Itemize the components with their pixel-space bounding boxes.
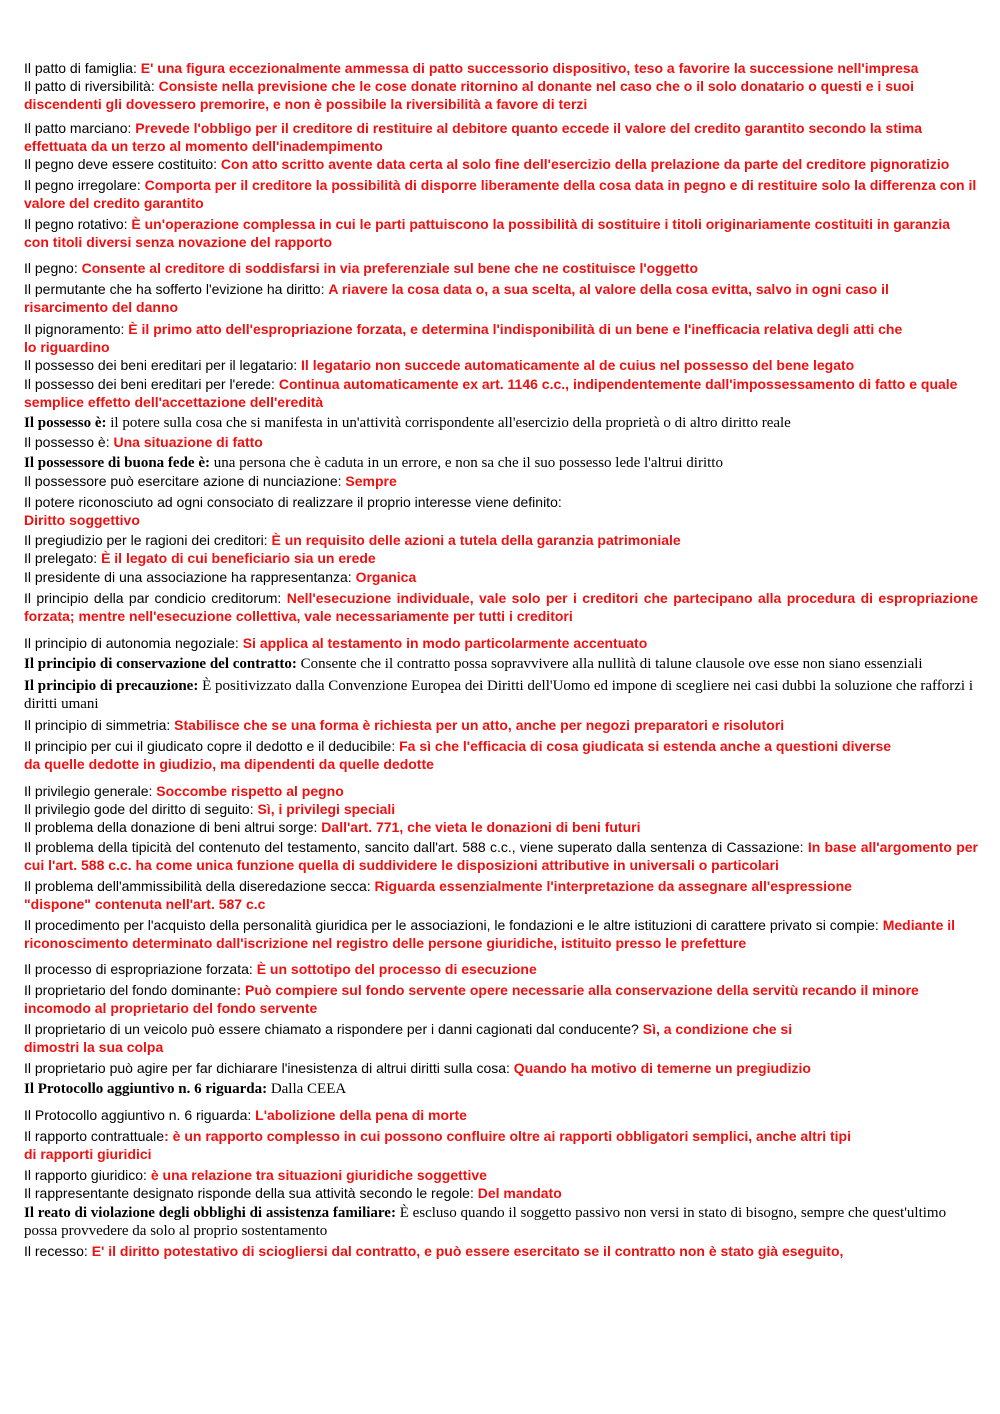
answer-text: Riguarda essenzialmente l'interpretazione da assegnare all'espressione "dispone" contenuta nell'art. 587 c.c — [24, 878, 852, 912]
answer-text: una persona che è caduta in un errore, e non sa che il suo possesso lede l'altrui diritto — [213, 455, 723, 471]
answer-text: È un sottotipo del processo di esecuzione — [256, 961, 537, 977]
qa-entry — [24, 59, 978, 77]
qa-entry — [24, 1166, 978, 1184]
qa-entry — [24, 414, 978, 432]
answer-text: Nell'esecuzione individuale, vale solo per i creditori che partecipano alla procedura di espropriazione forzata; mentre nell'esecuzione collettiva, vale necessariamente per tutti i creditori — [24, 590, 978, 624]
qa-entry — [24, 375, 978, 411]
question-text: Il Protocollo aggiuntivo n. 6 riguarda: — [24, 1107, 256, 1123]
qa-entry — [24, 1080, 978, 1098]
question-text: Il principio di simmetria: — [24, 717, 175, 733]
answer-text: Sì, i privilegi speciali — [257, 801, 396, 817]
qa-entry — [24, 677, 978, 713]
answer-text: : Può compiere sul fondo servente opere necessarie alla conservazione della servitù recando il minore incomodo al proprietario del fondo servente — [24, 982, 919, 1016]
qa-entry — [24, 818, 978, 836]
question-text: Il problema dell'ammissibilità della diseredazione secca: — [24, 878, 375, 894]
answer-text: Quando ha motivo di temerne un pregiudizio — [513, 1060, 811, 1076]
answer-text: È un'operazione complessa in cui le parti pattuiscono la possibilità di sostituire i titoli originariamente costituiti in garanzia con titoli diversi senza novazione del rapporto — [24, 216, 950, 250]
question-text: Il patto marciano: — [24, 120, 136, 136]
question-text: Il pegno: — [24, 260, 82, 276]
qa-entry — [24, 1204, 978, 1240]
qa-entry — [24, 1059, 824, 1077]
question-text: Il rappresentante designato risponde della sua attività secondo le regole: — [24, 1185, 478, 1201]
answer-text: È positivizzato dalla Convenzione Europea dei Diritti dell'Uomo ed impone di scegliere nei casi dubbi la soluzione che rafforzi i diritti umani — [24, 678, 974, 712]
question-text: Il possesso è: — [24, 415, 111, 431]
question-text: Il problema della donazione di beni altrui sorge: — [24, 819, 322, 835]
qa-entry — [24, 634, 978, 652]
qa-entry — [24, 320, 904, 356]
answer-text: A riavere la cosa data o, a sua scelta, al valore della cosa evitta, salvo in ogni caso il risarcimento del danno — [24, 281, 889, 315]
answer-text: È un requisito delle azioni a tutela della garanzia patrimoniale — [271, 532, 681, 548]
answer-text: Comporta per il creditore la possibilità di disporre liberamente della cosa data in pegno e di restituire solo la differenza con il valore del credito garantito — [24, 177, 977, 211]
answer-text: E' il diritto potestativo di sciogliersi dal contratto, e può essere esercitato se il contratto non è stato già eseguito, — [91, 1243, 844, 1259]
question-text: Il principio di conservazione del contratto: — [24, 656, 301, 672]
qa-entry — [24, 877, 914, 913]
qa-entry — [24, 1106, 978, 1124]
question-text: Il procedimento per l'acquisto della personalità giuridica per le associazioni, le fondazioni e le altre istituzioni di carattere privato si compie: — [24, 917, 883, 933]
question-text: Il recesso: — [24, 1243, 92, 1259]
qa-entry — [24, 655, 978, 673]
answer-text: Consiste nella previsione che le cose donate ritornino al donante nel caso che o il solo donatario o questi e i suoi discendenti gli dovessero premorire, e non è possibile la riversibilità a favore di terzi — [24, 78, 914, 112]
question-text: Il permutante che ha sofferto l'evizione ha diritto: — [24, 281, 329, 297]
question-text: Il patto di famiglia: — [24, 60, 141, 76]
question-text: Il principio di precauzione: — [24, 678, 203, 694]
qa-entry — [24, 356, 978, 374]
answer-text: Dall'art. 771, che vieta le donazioni di beni futuri — [321, 819, 641, 835]
question-text: Il pegno irregolare: — [24, 177, 145, 193]
qa-entry — [24, 1242, 978, 1260]
question-text: Il prelegato: — [24, 550, 102, 566]
answer-text: Il legatario non succede automaticamente al de cuius nel possesso del bene legato — [301, 357, 855, 373]
qa-entry — [24, 176, 978, 212]
question-text: Il patto di riversibilità: — [24, 78, 159, 94]
answer-text: E' una figura eccezionalmente ammessa di patto successorio dispositivo, teso a favorire la successione nell'impresa — [140, 60, 919, 76]
answer-text: È il legato di cui beneficiario sia un erede — [101, 550, 376, 566]
qa-entry — [24, 589, 978, 625]
answer-text: Sempre — [345, 473, 397, 489]
qa-entry — [24, 1184, 978, 1202]
question-text: Il Protocollo aggiuntivo n. 6 riguarda: — [24, 1081, 271, 1097]
answer-text: il potere sulla cosa che si manifesta in un'attività corrispondente all'esercizio della proprietà o di altro diritto reale — [110, 415, 791, 431]
qa-entry — [24, 800, 978, 818]
question-text: Il pegno deve essere costituito: — [24, 156, 221, 172]
question-text: Il possesso dei beni ereditari per il legatario: — [24, 357, 302, 373]
question-text: Il rapporto giuridico: — [24, 1167, 151, 1183]
question-text: Il possessore può esercitare azione di nunciazione: — [24, 473, 346, 489]
qa-entry — [24, 1127, 854, 1163]
answer-text: Soccombe rispetto al pegno — [156, 783, 344, 799]
question-text: Il reato di violazione degli obblighi di assistenza familiare: — [24, 1205, 400, 1221]
answer-text: Prevede l'obbligo per il creditore di restituire al debitore quanto eccede il valore del credito garantito secondo la stima effettuata da un terzo al momento dell'inadempimento — [24, 120, 923, 154]
qa-entry — [24, 782, 978, 800]
question-text: Il presidente di una associazione ha rappresentanza: — [24, 569, 356, 585]
qa-entry — [24, 493, 584, 529]
question-text: Il possessore di buona fede è: — [24, 455, 214, 471]
question-text: Il pignoramento: — [24, 321, 129, 337]
question-text: Il principio della par condicio creditorum: — [24, 590, 287, 606]
qa-entry — [24, 549, 978, 567]
qa-entry — [24, 280, 904, 316]
question-text: Il possesso è: — [24, 434, 114, 450]
answer-text: Si applica al testamento in modo particolarmente accentuato — [242, 635, 648, 651]
question-text: Il pegno rotativo: — [24, 216, 132, 232]
qa-entry — [24, 259, 978, 277]
answer-text: Stabilisce che se una forma è richiesta per un atto, anche per negozi preparatori e risolutori — [174, 717, 785, 733]
answer-text: È il primo atto dell'espropriazione forzata, e determina l'indisponibilità di un bene e l'inefficacia relativa degli atti che lo riguardino — [24, 321, 903, 355]
answer-text: Consente che il contratto possa sopravvivere alla nullità di talune clausole ove esse non siano essenziali — [300, 656, 923, 672]
qa-entry — [24, 454, 978, 472]
qa-entry — [24, 77, 978, 113]
answer-text: Continua automaticamente ex art. 1146 c.c., indipendentemente dall'impossessamento di fatto e quale semplice effetto dell'accettazione dell'eredità — [24, 376, 958, 410]
qa-entry — [24, 737, 904, 773]
qa-entry — [24, 472, 978, 490]
question-text: Il principio di autonomia negoziale: — [24, 635, 243, 651]
question-text: Il pregiudizio per le ragioni dei creditori: — [24, 532, 272, 548]
answer-text: Fa sì che l'efficacia di cosa giudicata si estenda anche a questioni diverse da quelle dedotte in giudizio, ma dipendenti da quelle dedotte — [24, 738, 892, 772]
qa-entry — [24, 981, 924, 1017]
answer-text: : è un rapporto complesso in cui possono confluire oltre ai rapporti obbligatori semplici, anche altri tipi di rapporti giuridici — [24, 1128, 851, 1162]
qa-entry — [24, 838, 978, 874]
document-page — [24, 59, 978, 1260]
answer-text: È escluso quando il soggetto passivo non versi in stato di bisogno, sempre che quest'ultimo possa provvedere da solo al proprio sostentamento — [24, 1205, 947, 1239]
question-text: Il problema della tipicità del contenuto del testamento, sancito dall'art. 588 c.c., viene superato dalla sentenza di Cassazione: — [24, 839, 808, 855]
qa-entry — [24, 960, 978, 978]
answer-text: Dalla CEEA — [270, 1081, 347, 1097]
qa-entry — [24, 155, 978, 173]
question-text: Il rapporto contrattuale — [24, 1128, 165, 1144]
question-text: Il possesso dei beni ereditari per l'erede: — [24, 376, 279, 392]
answer-text: Diritto soggettivo — [24, 512, 140, 528]
answer-text: Consente al creditore di soddisfarsi in via preferenziale sul bene che ne costituisce l'oggetto — [81, 260, 698, 276]
answer-text: Del mandato — [477, 1185, 562, 1201]
qa-entry — [24, 215, 978, 251]
qa-entry — [24, 716, 978, 734]
question-text: Il proprietario di un veicolo può essere chiamato a rispondere per i danni cagionati dal conducente? — [24, 1021, 643, 1037]
qa-entry — [24, 568, 978, 586]
question-text: Il privilegio generale: — [24, 783, 157, 799]
answer-text: Sì, a condizione che si dimostri la sua colpa — [24, 1021, 793, 1055]
qa-entry — [24, 433, 978, 451]
answer-text: Organica — [355, 569, 417, 585]
answer-text: Una situazione di fatto — [113, 434, 263, 450]
question-text: Il processo di espropriazione forzata: — [24, 961, 257, 977]
question-text: Il principio per cui il giudicato copre il dedotto e il deducibile: — [24, 738, 400, 754]
qa-entry — [24, 916, 978, 952]
question-text: Il privilegio gode del diritto di seguito: — [24, 801, 258, 817]
answer-text: Con atto scritto avente data certa al solo fine dell'esercizio della prelazione da parte del creditore pignoratizio — [220, 156, 950, 172]
question-text: Il proprietario del fondo dominante — [24, 982, 237, 998]
question-text: Il proprietario può agire per far dichiarare l'inesistenza di altrui diritti sulla cosa: — [24, 1060, 514, 1076]
qa-entry — [24, 1020, 834, 1056]
answer-text: L'abolizione della pena di morte — [255, 1107, 467, 1123]
question-text: Il potere riconosciuto ad ogni consociato di realizzare il proprio interesse viene definito: — [24, 494, 562, 510]
answer-text: è una relazione tra situazioni giuridiche soggettive — [150, 1167, 487, 1183]
qa-entry — [24, 119, 978, 155]
qa-entry — [24, 531, 978, 549]
answer-text: Mediante il riconoscimento determinato dall'iscrizione nel registro delle persone giuridiche, istituito presso le prefetture — [24, 917, 956, 951]
answer-text: In base all'argomento per cui l'art. 588 c.c. ha come unica funzione quella di suddividere le disposizioni attributive in universali o particolari — [24, 839, 978, 873]
